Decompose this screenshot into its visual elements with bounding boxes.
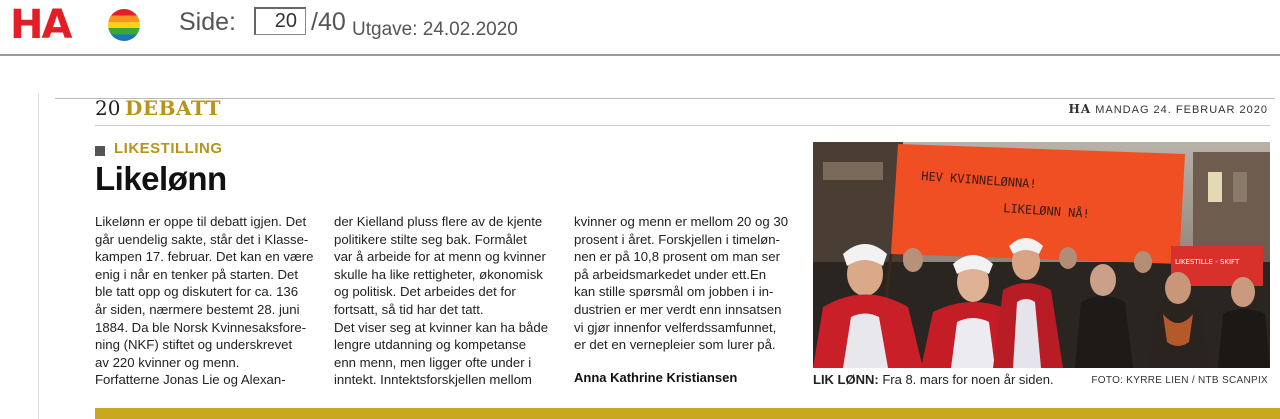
section-title: DEBATT: [125, 96, 221, 120]
protest-photo-illustration: [813, 142, 1270, 368]
article-headline: Likelønn: [95, 160, 227, 197]
page-total: /40: [311, 8, 346, 36]
kicker-square-icon: [95, 146, 105, 156]
article-kicker: LIKESTILLING: [114, 140, 223, 157]
article-column-1: Likelønn er oppe til debatt igjen. Det går uendelig sakte, står det i Klasse- kampen 17. februar. Det kan en være enig i når en tenker på starten. Det ble tatt opp og diskutert for ca. 136 år siden, nærmere bestemt 28. juni 1884. Da ble Norsk Kvinnesaksfore- ning (NKF) stiftet og underskrevet av 220 kvinner og menn. Forfatterne Jonas Lie og Alexan-: [95, 214, 314, 388]
caption-text: Fra 8. mars for noen år siden.: [878, 372, 1054, 387]
article-column-2: der Kielland pluss flere av de kjente politikere stilte seg bak. Formålet var å arbeide for at menn og kvinner skulle ha like rettigheter, økonomisk og politisk. Det arbeides det for fortsatt, så tid har det tatt. Det viser seg at kvinner kan ha både lengre utdanning og kompetanse enn menn, men ligger ofte under i inntekt. Inntektsforskjellen mellom: [334, 214, 549, 388]
toolbar-divider: [0, 54, 1280, 56]
sign-text: LIKESTILLE - SKIFT: [1175, 258, 1240, 266]
masthead: HA: [1068, 102, 1092, 116]
article-byline: Anna Kathrine Kristiansen: [574, 370, 738, 385]
photo-caption: [813, 372, 1054, 387]
next-article-bar: [95, 408, 1280, 419]
page-top-rule: [55, 98, 1275, 99]
page-header-right: [1069, 102, 1269, 116]
page-number: 20: [95, 96, 121, 120]
caption-label: LIK LØNN:: [813, 372, 879, 387]
viewer-toolbar: [0, 0, 1280, 56]
article-column-3: kvinner og menn er mellom 20 og 30 prosent i året. Forskjellen i timeløn- nen er på 10,8 prosent om man ser på arbeidsmarkedet under ett.En kan stille spørsmål om jobben i in- dustrien er mer verdt enn innsatsen vi gjør innenfor velferdssamfunnet, er det en vernepleier som lurer på.: [574, 214, 789, 353]
banner-text-2: LIKELØNN NÅ!: [1002, 201, 1091, 222]
ha-logo[interactable]: [10, 2, 135, 48]
issue-date: MANDAG 24. FEBRUAR 2020: [1095, 104, 1268, 116]
edition-date: Utgave: 24.02.2020: [352, 19, 518, 40]
article-photo: [813, 142, 1270, 368]
banner-text-1: HEV KVINNELØNNA!: [920, 169, 1038, 192]
logo-wordmark: HA: [10, 2, 71, 48]
section-divider: [95, 125, 1270, 126]
photo-credit: FOTO: KYRRE LIEN / NTB SCANPIX: [1091, 375, 1268, 386]
logo-ball-icon: [108, 9, 140, 41]
page-number-input[interactable]: [254, 7, 306, 35]
page-label: Side:: [179, 8, 236, 36]
